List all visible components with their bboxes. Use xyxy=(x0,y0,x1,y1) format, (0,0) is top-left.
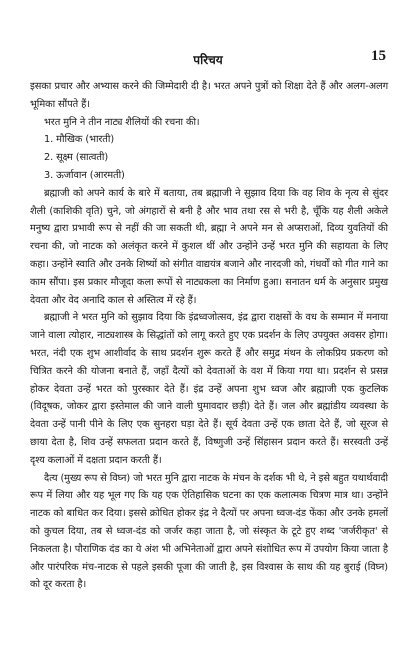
page-header xyxy=(30,48,386,70)
paragraph-continuation: इसका प्रचार और अभ्यास करने की जिम्मेदारी दी है। भरत अपने पुत्रों को शिक्षा देते हैं और अलग-अलग भूमिका सौंपते हैं। xyxy=(30,81,388,110)
list-item: 1. मौखिक (भारती) xyxy=(44,134,115,146)
list-item: 3. ऊर्जावान (आरमती) xyxy=(44,169,125,181)
page-number: 15 xyxy=(371,48,386,64)
paragraph-styles-intro: भरत मुनि ने तीन नाट्य शैलियों की रचना की। xyxy=(44,116,200,128)
paragraph-indradhvaja: ब्रह्माजी ने भरत मुनि को सुझाव दिया कि इंद्रध्वजोत्सव, इंद्र द्वारा राक्षसों के वध के सम्मान में मनाया जाने वाला त्योहार, नाट्यशास्त्र के सिद्धांतों को लागू करते हुए एक प्रदर्शन के लिए उपयुक्त अवसर होगा। भरत, नंदी एक शुभ आशीर्वाद के साथ प्रदर्शन शुरू करते हैं और समुद्र मंथन के लोकप्रिय प्रकरण को चित्रित करने की योजना बनाते हैं, जहाँ दैत्यों को देवताओं के वश में किया गया था। प्रदर्शन से प्रसन्न होकर देवता उन्हें भरत को पुरस्कार देते हैं। इंद्र उन्हें अपना शुभ ध्वज और ब्रह्माजी एक कुटलिक (विदूषक, जोकर द्वारा इस्तेमाल की जाने वाली घुमावदार छड़ी) देते हैं। जल और ब्रह्मांडीय व्यवस्था के देवता उन्हें पानी पीने के लिए एक सुनहरा घड़ा देते हैं। सूर्य देवता उन्हें एक छाता देते हैं, जो सूरज से छाया देता है, शिव उन्हें सफलता प्रदान करते हैं, विष्णुजी उन्हें सिंहासन प्रदान करते हैं। सरस्वती उन्हें दृश्य कलाओं में दक्षता प्रदान करती हैं। xyxy=(30,312,388,466)
paragraph-daitya-jarjara: दैत्य (मुख्य रूप से विघ्न) जो भरत मुनि द्वारा नाटक के मंचन के दर्शक भी थे, ने इसे बहुत यथार्थवादी रूप में लिया और यह भूल गए कि यह एक ऐतिहासिक घटना का एक कलात्मक चित्रण मात्र था। उन्होंने नाटक को बाधित कर दिया। इससे क्रोधित होकर इंद्र ने दैत्यों पर अपना ध्वज-दंड फेंका और उनके हमलों को कुचल दिया, तब से ध्वज-दंड को जर्जर कहा जाता है, जो संस्कृत के टूटे हुए शब्द 'जर्जरीकृत' से निकलता है। पौराणिक दंड का ये अंश भी अभिनेताओं द्वारा अपने संशोधित रूप में उपयोग किया जाता है और पारंपरिक मंच-नाटक से पहले इसकी पूजा की जाती है, इस विश्वास के साथ की यह बुराई (विघ्न) को दूर करता है। xyxy=(30,472,388,591)
list-item: 2. सूक्ष्म (सात्वती) xyxy=(44,152,109,164)
body-text xyxy=(30,78,388,594)
paragraph-brahma-kaishiki: ब्रह्माजी को अपने कार्य के बारे में बताया, तब ब्रह्माजी ने सुझाव दिया कि वह शिव के नृत्य से सुंदर शैली (काशिकी वृति) चुने, जो अंगहारों से बनी है और भाव तथा रस से भरी है, चूँकि यह शैली अकेले मनुष्य द्वारा प्रभावी रूप से नहीं की जा सकती थी, ब्रह्मा ने अपने मन से अप्सराओं, दिव्य युवतियों की रचना की, जो नाटक को अलंकृत करने में कुशल थीं और उन्होंने उन्हें भरत मुनि की सहायता के लिए कहा। उन्होंने स्वाति और उनके शिष्यों को संगीत वाद्ययंत्र बजाने और नारदजी को, गंधर्वों को गीत गाने का काम सौंपा। इस प्रकार मौजूदा कला रूपों से नाट्यकला का निर्माण हुआ। सनातन धर्म के अनुसार प्रमुख देवता और वेद अनादि काल से अस्तित्व में रहे हैं। xyxy=(30,187,388,306)
styles-list xyxy=(30,131,388,184)
running-title: परिचय xyxy=(193,53,223,67)
